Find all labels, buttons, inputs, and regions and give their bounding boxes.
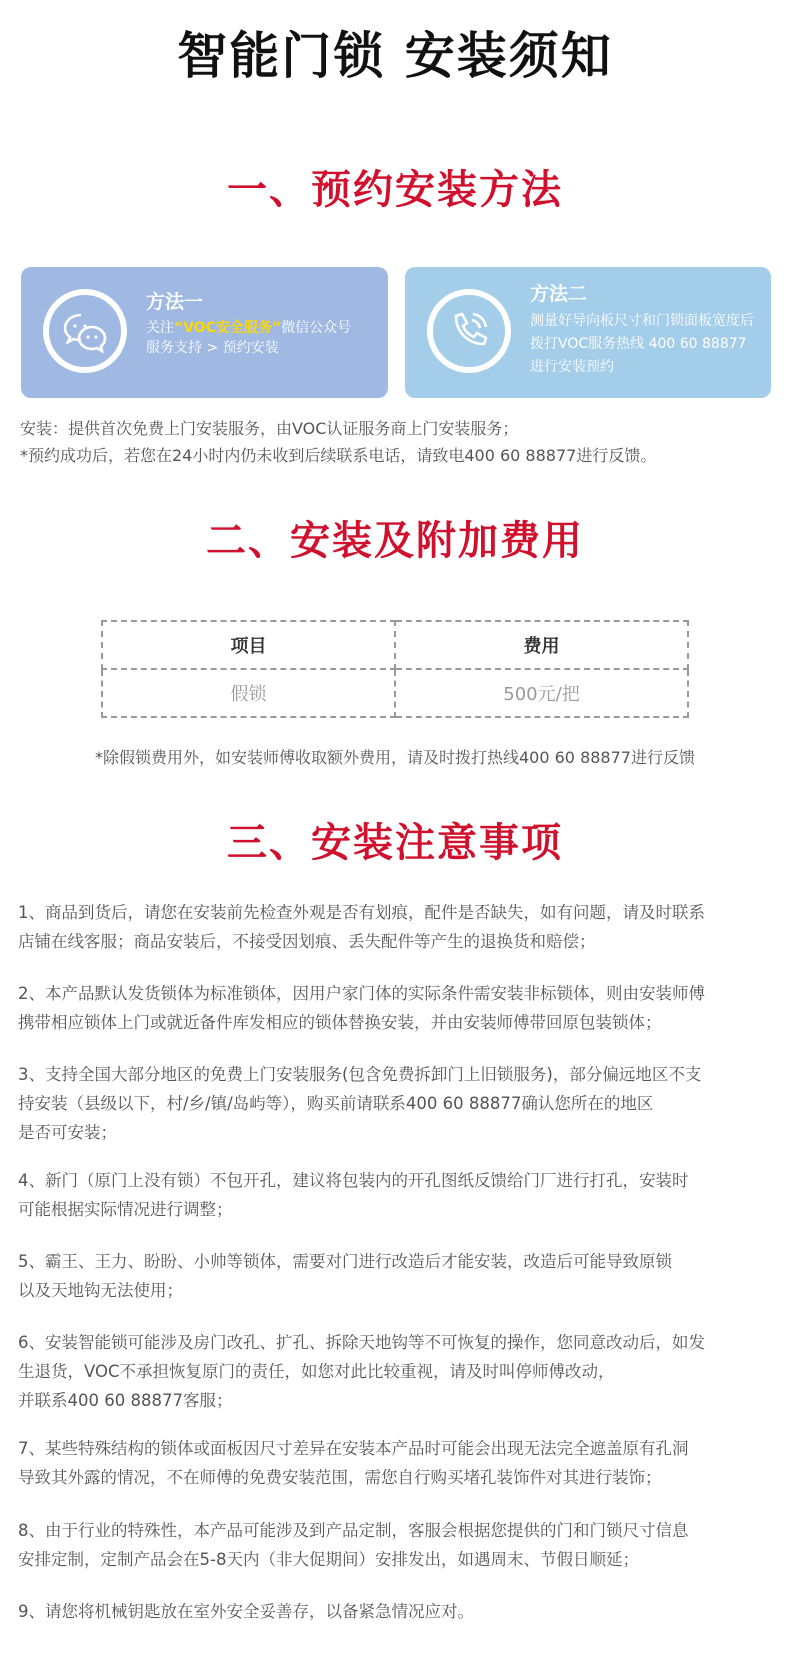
cell-fee: 500元/把 [395, 669, 688, 717]
section-title-booking: 一、预约安装方法 [227, 167, 563, 213]
notice-item-9: 9、请您将机械钥匙放在室外安全妥善存，以备紧急情况应对。 [18, 1602, 474, 1621]
fee-footnote: *除假锁费用外，如安装师傅收取额外费用，请及时拨打热线400 60 88877进行反馈 [95, 748, 695, 767]
booking-followup-note: *预约成功后，若您在24小时内仍未收到后续联系电话，请致电400 60 88877进行反馈。 [20, 446, 657, 465]
method-two-line2: 拨打VOC服务热线 400 60 88877 [530, 336, 747, 352]
notice-item-4: 4、新门（原门上没有锁）不包开孔，建议将包装内的开孔图纸反馈给门厂进行打孔，安装时 可能根据实际情况进行调整； [18, 1171, 689, 1219]
method-one-line1: 关注“VOC安全服务”微信公众号 [146, 320, 352, 336]
method-two-title: 方法二 [530, 283, 588, 305]
page-title: 智能门锁 安装须知 [177, 27, 613, 85]
method-card-wechat [21, 267, 388, 398]
method-one-title: 方法一 [146, 291, 204, 313]
section-title-fees: 二、安装及附加费用 [206, 518, 584, 564]
method-two-line1: 测量好导向板尺寸和门锁面板宽度后 [530, 313, 754, 329]
notice-item-5: 5、霸王、王力、盼盼、小帅等锁体，需要对门进行改造后才能安装，改造后可能导致原锁 以及天地钩无法使用； [18, 1252, 672, 1300]
cell-item: 假锁 [102, 669, 395, 717]
method-two-line3: 进行安装预约 [530, 359, 614, 375]
section-title-notices: 三、安装注意事项 [227, 820, 563, 866]
notice-item-8: 8、由于行业的特殊性，本产品可能涉及到产品定制，客服会根据您提供的门和门锁尺寸信息 安排定制，定制产品会在5-8天内（非大促期间）安排发出，如遇周末、节假日顺延； [18, 1521, 689, 1569]
phone-icon [427, 289, 511, 373]
header-fee: 费用 [395, 621, 688, 669]
table-row [102, 669, 688, 717]
fee-table [101, 620, 689, 718]
method-card-phone [405, 267, 771, 398]
fee-table-header [102, 621, 688, 669]
notice-item-6: 6、安装智能锁可能涉及房门改孔、扩孔、拆除天地钩等不可恢复的操作，您同意改动后，如发 生退货，VOC不承担恢复原门的责任，如您对此比较重视，请及时叫停师傅改动， 并联系400 60 88877客服； [18, 1333, 705, 1410]
voc-account-highlight: “VOC安全服务” [174, 320, 282, 336]
wechat-icon [43, 289, 127, 373]
notice-item-2: 2、本产品默认发货锁体为标准锁体，因用户家门体的实际条件需安装非标锁体，则由安装师傅 携带相应锁体上门或就近备件库发相应的锁体替换安装，并由安装师傅带回原包装锁体； [18, 984, 705, 1032]
install-note: 安装：提供首次免费上门安装服务，由VOC认证服务商上门安装服务； [20, 419, 519, 438]
notice-item-7: 7、某些特殊结构的锁体或面板因尺寸差异在安装本产品时可能会出现无法完全遮盖原有孔洞 导致其外露的情况，不在师傅的免费安装范围，需您自行购买堵孔装饰件对其进行装饰； [18, 1439, 689, 1487]
method-one-line2: 服务支持 > 预约安装 [146, 340, 279, 356]
notice-item-1: 1、商品到货后，请您在安装前先检查外观是否有划痕，配件是否缺失，如有问题，请及时联系 店铺在线客服；商品安装后，不接受因划痕、丢失配件等产生的退换货和赔偿； [18, 903, 705, 951]
notice-item-3: 3、支持全国大部分地区的免费上门安装服务(包含免费拆卸门上旧锁服务)，部分偏远地区不支 持安装（县级以下，村/乡/镇/岛屿等），购买前请联系400 60 88877确认您所在的地区 是否可安装； [18, 1065, 702, 1142]
header-item: 项目 [102, 621, 395, 669]
